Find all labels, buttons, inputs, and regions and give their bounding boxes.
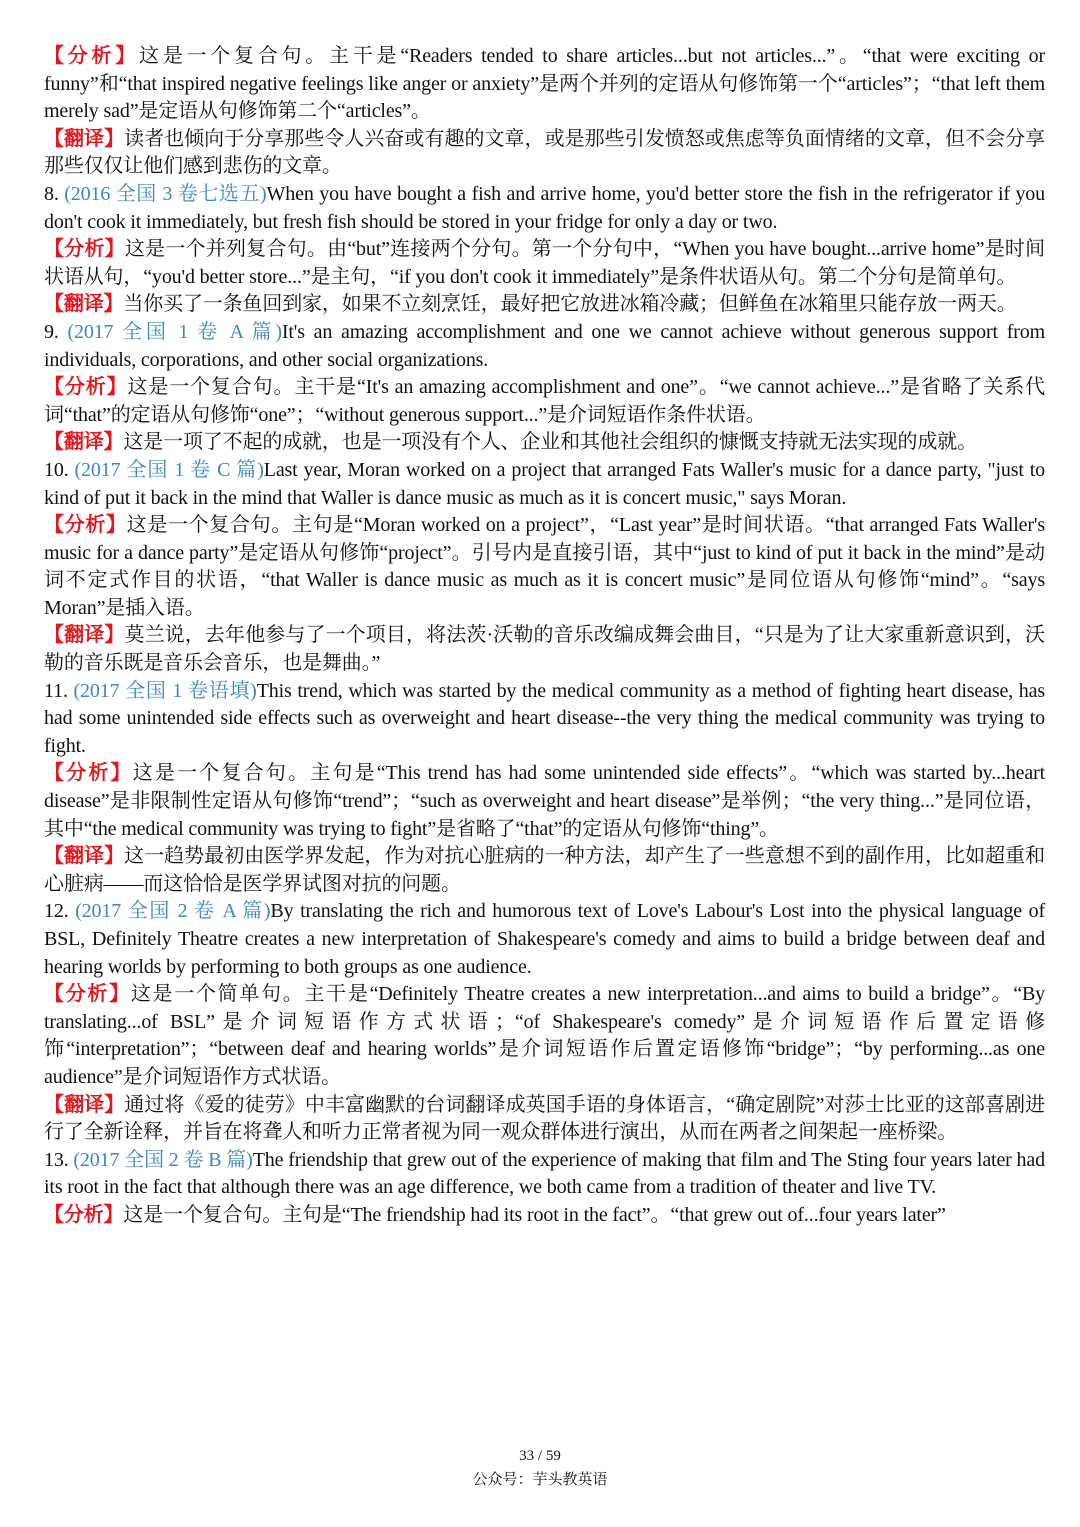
source-citation: (2017 全国 1 卷 A 篇) [67, 320, 282, 343]
item-number: 8. [44, 182, 65, 205]
analysis-text: 这是一个并列复合句。由“but”连接两个分句。第一个分句中，“When you have bought...arrive home”是时间状语从句，“you'd better store...”是主句，“if you don't cook it immediately”是条件状语从句。第二个分句是简单句。 [44, 238, 1045, 288]
analysis-text: 这是一个复合句。主句是“The friendship had its root in the fact”。“that grew out of...four years later” [123, 1203, 946, 1226]
analysis-text: 这是一个复合句。主句是“This trend has had some unintended side effects”。“which was started by...heart disease”是非限制性定语从句修饰“trend”；“such as overweight and heart disease”是举例；“the very thing...”是同位语，其中“the medical community was trying to fight”是省略了“that”的定语从句修饰“thing”。 [44, 762, 1045, 840]
source-citation: (2016 全国 3 卷七选五) [64, 182, 267, 205]
sentence-text: Last year, Moran worked on a project that arranged Fats Waller's music for a dance party, "just to kind of put it back in the mind that Waller is dance music as much as it is concert music," says Moran. [44, 458, 1045, 509]
sentence-text: The friendship that grew out of the experience of making that film and The Sting four years later had its root in the fact that although there was an age difference, we both came from a tradition of theater and live TV. [44, 1148, 1045, 1199]
page-number: 33 / 59 [519, 1448, 561, 1464]
translation-text: 通过将《爱的徒劳》中丰富幽默的台词翻译成英国手语的身体语言，“确定剧院”对莎士比亚的这部喜剧进行了全新诠释，并旨在将聋人和听力正常者视为同一观众群体进行演出，从而在两者之间架起一座桥梁。 [44, 1093, 1045, 1144]
example-sentence [44, 181, 1045, 236]
item-number: 10. [44, 458, 75, 481]
analysis-paragraph [44, 981, 1045, 1091]
sentence-text: It's an amazing accomplishment and one we cannot achieve without generous support from individuals, corporations, and other social organizations. [44, 320, 1045, 371]
example-sentence [44, 457, 1045, 512]
sentence-text: This trend, which was started by the medical community as a method of fighting heart disease, has had some unintended side effects such as overweight and heart disease--the very thing the medical community was trying to fight. [44, 679, 1045, 757]
translation-text: 当你买了一条鱼回到家，如果不立刻烹饪，最好把它放进冰箱冷藏；但鲜鱼在冰箱里只能存放一两天。 [123, 293, 1017, 316]
item-number: 11. [44, 679, 74, 702]
analysis-label: 【分析】 [44, 983, 131, 1006]
document-page [44, 43, 1045, 1230]
analysis-text: 这是一个复合句。主干是“It's an amazing accomplishment and one”。“we cannot achieve...”是省略了关系代词“that”的定语从句修饰“one”；“without generous support...”是介词短语作条件状语。 [44, 376, 1045, 426]
translation-text: 莫兰说，去年他参与了一个项目，将法茨·沃勒的音乐改编成舞会曲目，“只是为了让大家重新意识到，沃勒的音乐既是音乐会音乐，也是舞曲。” [44, 624, 1045, 675]
analysis-paragraph [44, 374, 1045, 429]
analysis-label: 【分析】 [44, 376, 128, 399]
example-sentence [44, 678, 1045, 761]
translation-paragraph [44, 429, 1045, 457]
analysis-label: 【分析】 [44, 238, 125, 261]
translation-paragraph [44, 843, 1045, 898]
translation-text: 读者也倾向于分享那些令人兴奋或有趣的文章，或是那些引发愤怒或焦虑等负面情绪的文章，但不会分享那些仅仅让他们感到悲伤的文章。 [44, 127, 1045, 178]
example-sentence [44, 898, 1045, 981]
source-citation: (2017 全国 1 卷语填) [73, 679, 257, 702]
analysis-label: 【分析】 [44, 45, 140, 67]
translation-paragraph [44, 126, 1045, 181]
item-number: 9. [44, 320, 68, 343]
source-citation: (2017 全国 1 卷 C 篇) [74, 458, 264, 481]
analysis-text: 这是一个复合句。主句是“Moran worked on a project”，“Last year”是时间状语。“that arranged Fats Waller's music for a dance party”是定语从句修饰“project”。引号内是直接引语，其中“just to kind of put it back in the mind”是动词不定式作目的状语，“that Waller is dance music as much as it is concert music”是同位语从句修饰“mind”。“says Moran”是插入语。 [44, 514, 1045, 619]
example-sentence [44, 1147, 1045, 1202]
translation-label: 【翻译】 [44, 293, 124, 316]
translation-label: 【翻译】 [44, 127, 125, 150]
translation-text: 这一趋势最初由医学界发起，作为对抗心脏病的一种方法，却产生了一些意想不到的副作用，比如超重和心脏病——而这恰恰是医学界试图对抗的问题。 [44, 845, 1045, 895]
source-citation: (2017 全国 2 卷 A 篇) [75, 900, 271, 923]
translation-label: 【翻译】 [44, 431, 124, 454]
item-number: 12. [44, 900, 76, 923]
footer-account: 公众号：芋头教英语 [472, 1472, 608, 1488]
translation-paragraph [44, 291, 1045, 319]
item-number: 13. [44, 1148, 74, 1171]
analysis-paragraph [44, 760, 1045, 843]
example-sentence [44, 319, 1045, 374]
translation-paragraph [44, 1092, 1045, 1147]
analysis-paragraph [44, 512, 1045, 622]
sentence-text: When you have bought a fish and arrive home, you'd better store the fish in the refrigerator if you don't cook it immediately, but fresh fish should be stored in your fridge for only a day or two. [44, 182, 1045, 233]
translation-paragraph [44, 622, 1045, 677]
analysis-text: 这是一个复合句。主干是“Readers tended to share articles...but not articles...”。“that were exciting or funny”和“that inspired negative feelings like anger or anxiety”是两个并列的定语从句修饰第一个“articles”；“that left them merely sad”是定语从句修饰第二个“articles”。 [44, 45, 1045, 123]
translation-text: 这是一项了不起的成就，也是一项没有个人、企业和其他社会组织的慷慨支持就无法实现的成就。 [123, 431, 977, 454]
analysis-label: 【分析】 [44, 1203, 124, 1226]
analysis-paragraph [44, 43, 1045, 126]
analysis-label: 【分析】 [44, 514, 127, 537]
analysis-label: 【分析】 [44, 762, 133, 785]
sentence-text: By translating the rich and humorous text of Love's Labour's Lost into the physical language of BSL, Definitely Theatre creates a new interpretation of Shakespeare's comedy and aims to build a bridge between deaf and hearing worlds by performing to both groups as one audience. [44, 900, 1045, 978]
analysis-text: 这是一个简单句。主干是“Definitely Theatre creates a new interpretation...and aims to build a bridge”。“By translating...of BSL”是介词短语作方式状语；“of Shakespeare's comedy”是介词短语作后置定语修饰“interpretation”；“between deaf and hearing worlds”是介词短语作后置定语修饰“bridge”；“by performing...as one audience”是介词短语作方式状语。 [44, 983, 1045, 1088]
source-citation: (2017 全国 2 卷 B 篇) [73, 1148, 253, 1171]
translation-label: 【翻译】 [44, 624, 125, 647]
translation-label: 【翻译】 [44, 845, 125, 868]
analysis-paragraph [44, 1202, 1045, 1230]
analysis-paragraph [44, 236, 1045, 291]
translation-label: 【翻译】 [44, 1093, 125, 1116]
